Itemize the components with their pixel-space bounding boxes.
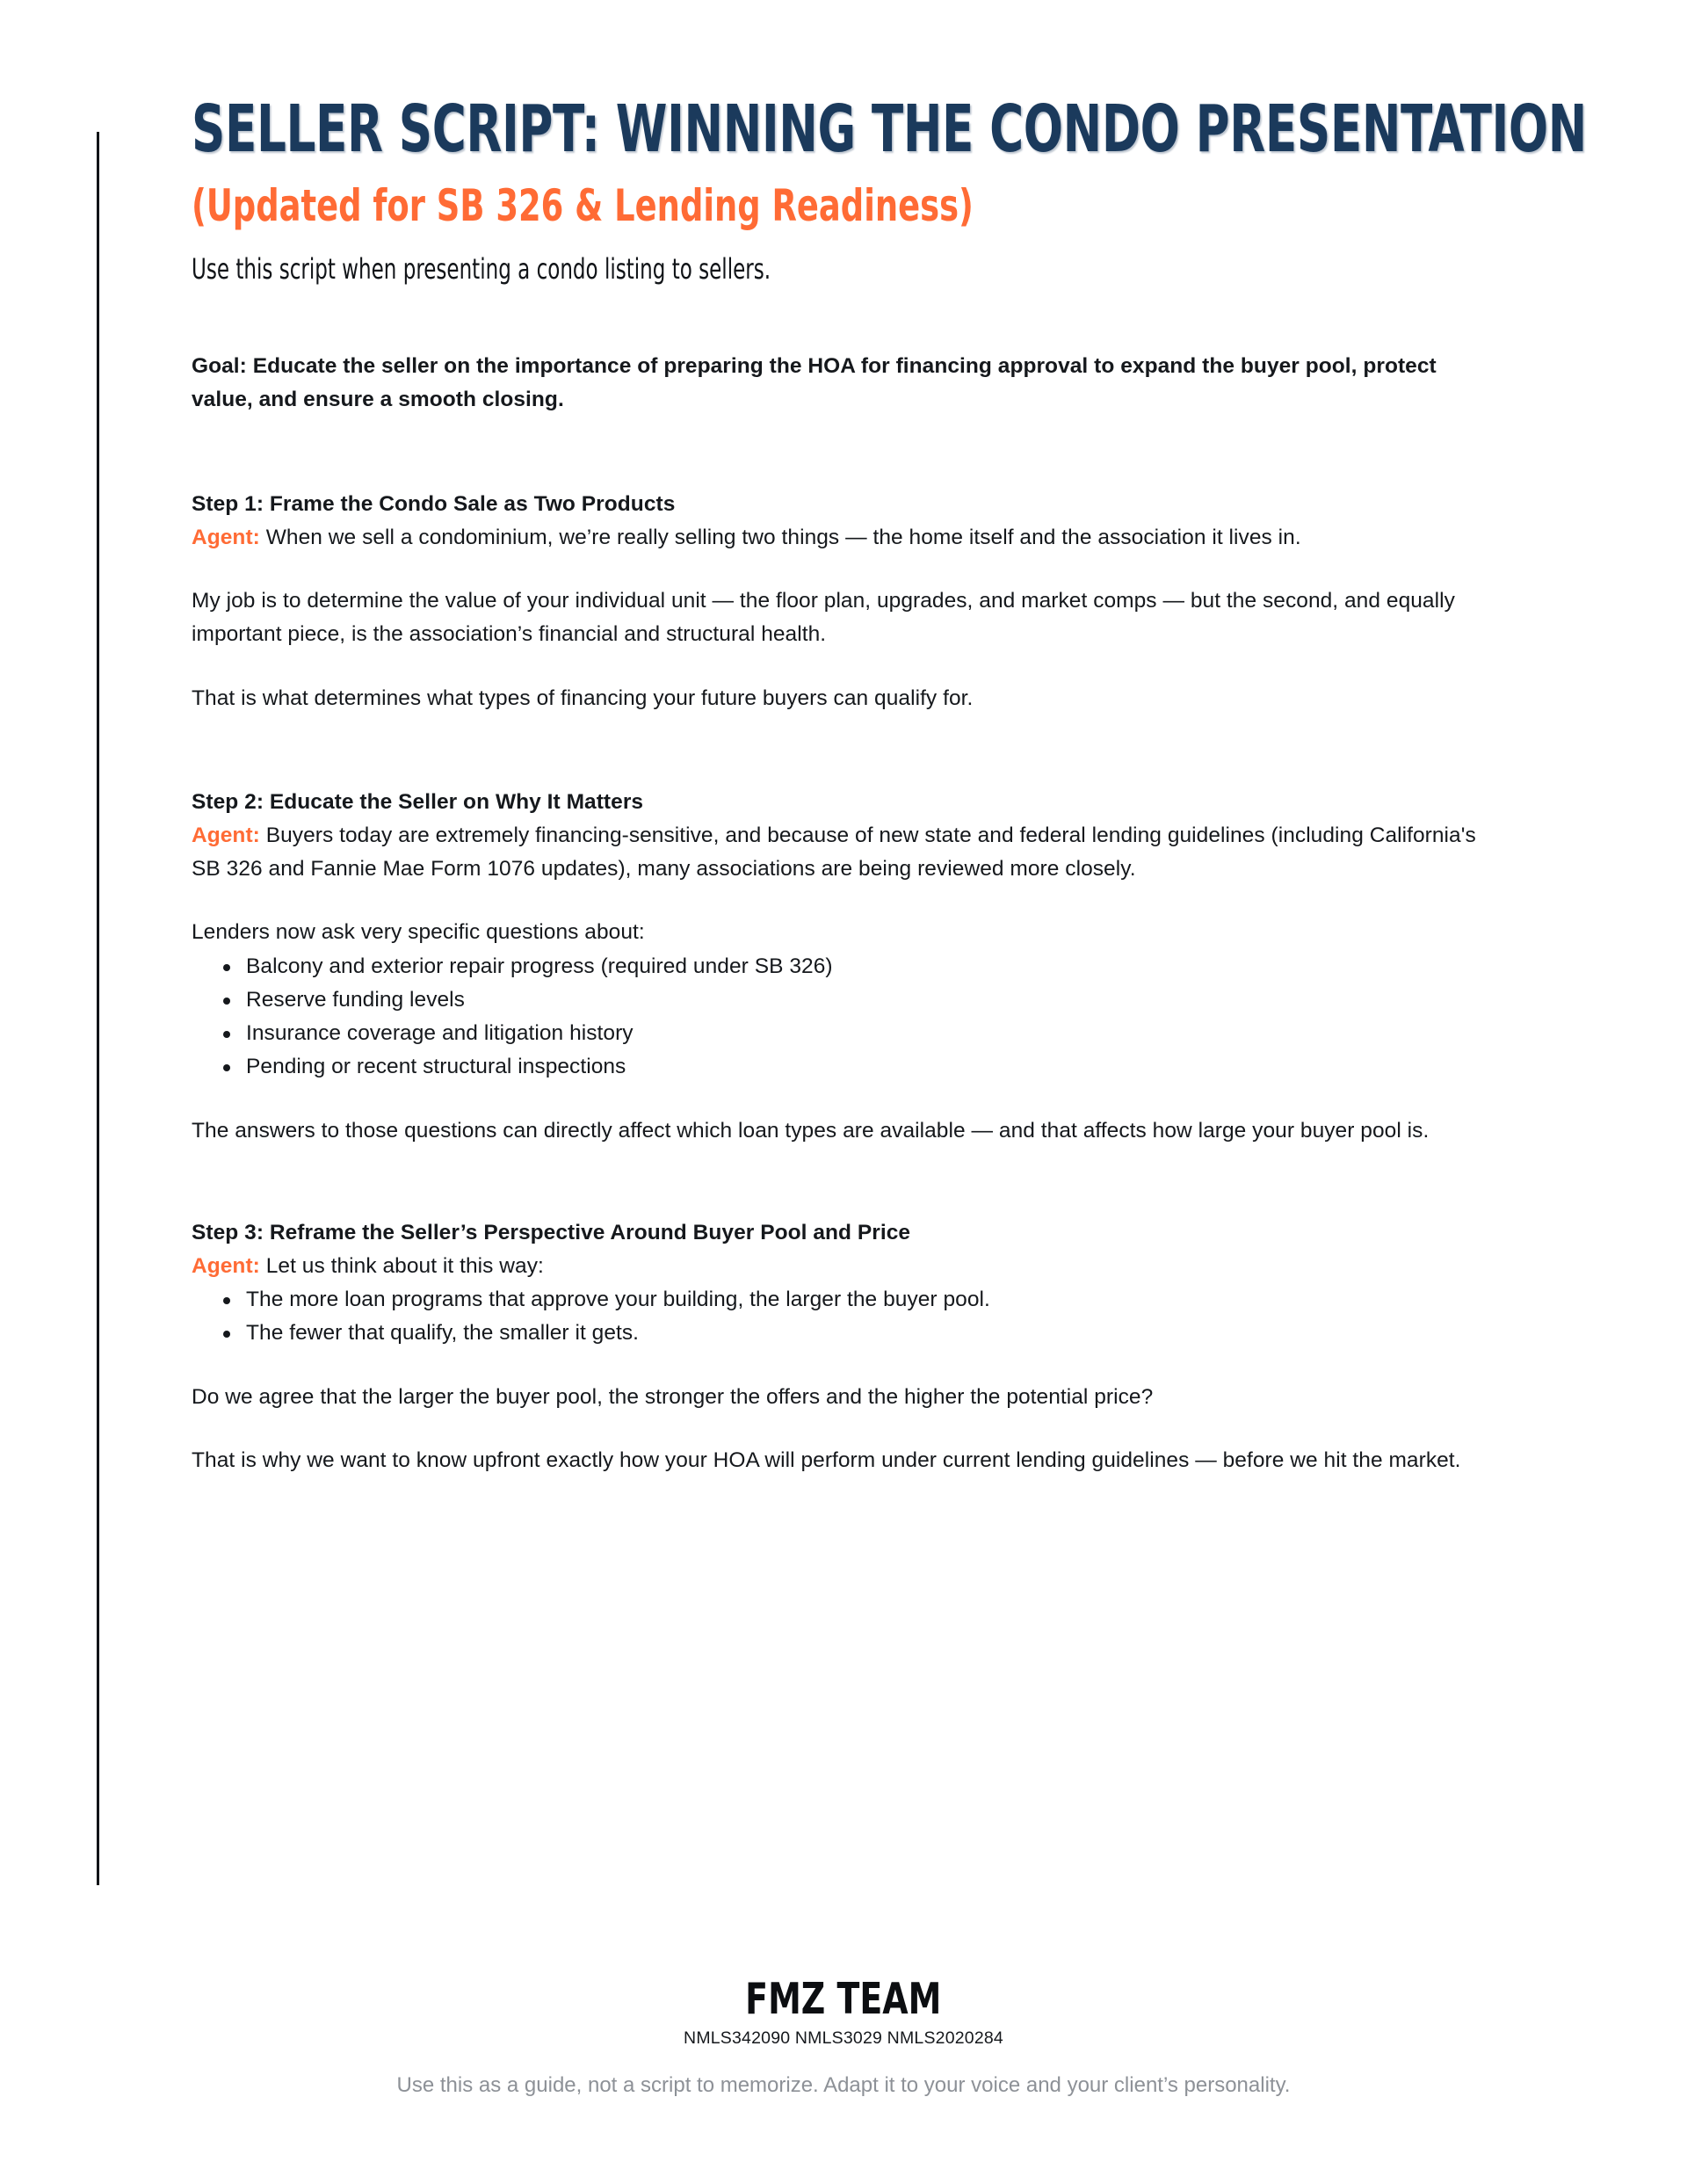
paragraph: Do we agree that the larger the buyer pool, the stronger the offers and the higher the potential price? — [192, 1384, 1154, 1409]
step-section-3 — [192, 1216, 1527, 1477]
step-heading: Step 2: Educate the Seller on Why It Matters — [192, 789, 644, 814]
document-body — [192, 350, 1527, 1477]
bullet-list — [192, 950, 1527, 1085]
list-item: The more loan programs that approve your building, the larger the buyer pool. — [192, 1283, 1494, 1317]
step-heading: Step 3: Reframe the Seller’s Perspective Around Buyer Pool and Price — [192, 1220, 911, 1244]
paragraph: That is why we want to know upfront exactly how your HOA will perform under current lending guidelines — before we hit the market. — [192, 1448, 1461, 1472]
left-margin-rule — [97, 132, 99, 1885]
page-subtitle: (Updated for SB 326 & Lending Readiness) — [192, 180, 974, 232]
paragraph: Lenders now ask very specific questions about: — [192, 920, 645, 945]
paragraph: That is what determines what types of financing your future buyers can qualify for. — [192, 686, 974, 710]
footer-disclaimer: Use this as a guide, not a script to memorize. Adapt it to your voice and your client’s personality. — [396, 2073, 1291, 2098]
agent-label: Agent: — [192, 823, 260, 847]
nmls-numbers: NMLS342090 NMLS3029 NMLS2020284 — [684, 2028, 1003, 2048]
agent-line-text: Let us think about it this way: — [259, 1253, 544, 1278]
step-heading: Step 1: Frame the Condo Sale as Two Products — [192, 491, 676, 516]
list-item: Reserve funding levels — [192, 983, 1494, 1017]
list-item: The fewer that qualify, the smaller it gets. — [192, 1317, 1494, 1350]
usage-kicker: Use this script when presenting a condo listing to sellers. — [192, 252, 771, 287]
step-section-1 — [192, 488, 1527, 715]
paragraph: My job is to determine the value of your individual unit — the floor plan, upgrades, and market comps — but the second, and equally important piece, is the association’s financial and structural health. — [192, 589, 1455, 647]
list-item: Balcony and exterior repair progress (required under SB 326) — [192, 950, 1494, 983]
page-title: SELLER SCRIPT: WINNING THE CONDO PRESENTATION — [192, 91, 1587, 167]
goal-statement: Goal: Educate the seller on the importance of preparing the HOA for financing approval to expand the buyer pool, protect value, and ensure a smooth closing. — [192, 354, 1437, 412]
agent-line-text: Buyers today are extremely financing-sensitive, and because of new state and federal lending guidelines (including California's SB 326 and Fannie Mae Form 1076 updates), many associations are being reviewed more closely. — [192, 823, 1476, 882]
agent-line — [192, 1250, 1483, 1283]
document-content — [192, 91, 1587, 1477]
paragraph: The answers to those questions can directly affect which loan types are available — and that affects how large your buyer pool is. — [192, 1118, 1430, 1143]
agent-label: Agent: — [192, 525, 260, 549]
bullet-list — [192, 1283, 1527, 1350]
step-section-2 — [192, 786, 1527, 1148]
agent-line-text: When we sell a condominium, we’re really selling two things — the home itself and the association it lives in. — [259, 525, 1301, 549]
list-item: Insurance coverage and litigation history — [192, 1017, 1494, 1050]
agent-line — [192, 819, 1483, 886]
agent-label: Agent: — [192, 1253, 260, 1278]
agent-line — [192, 521, 1483, 555]
list-item: Pending or recent structural inspections — [192, 1050, 1494, 1084]
page-footer — [0, 1974, 1687, 2100]
brand-logo-text: FMZ TEAM — [745, 1974, 942, 2024]
